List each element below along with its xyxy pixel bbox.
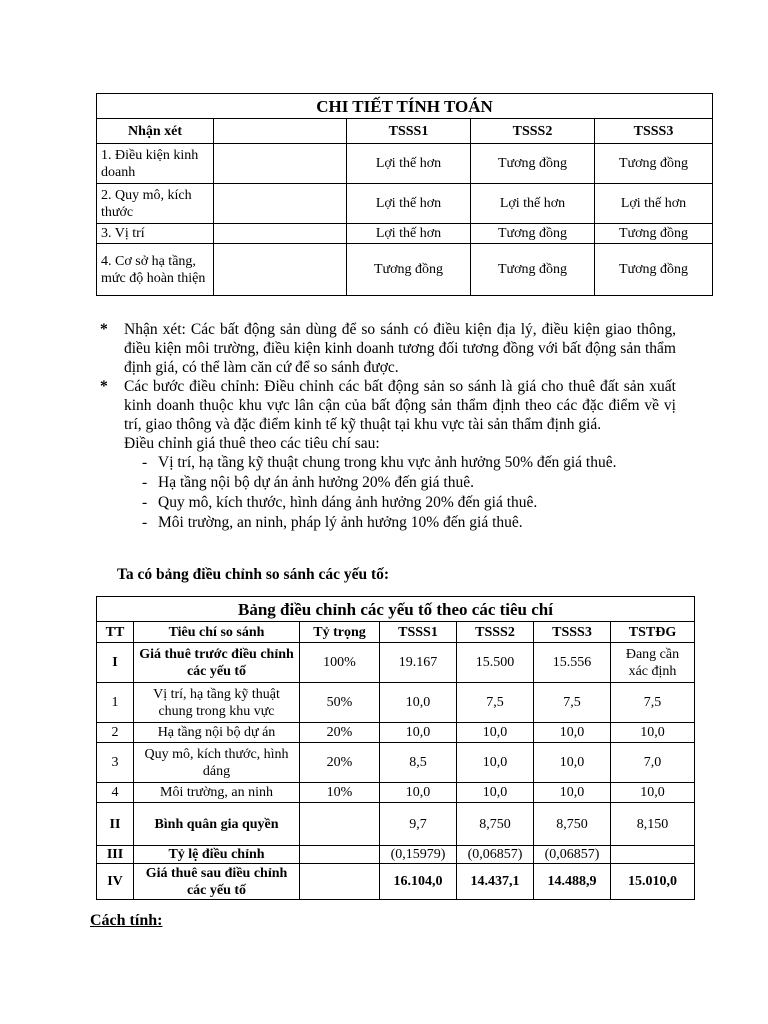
criteria-text: Vị trí, hạ tầng kỹ thuật chung trong khu vực ảnh hưởng 50% đến giá thuê. [158, 454, 617, 471]
tsss1-value: Tương đồng [347, 244, 471, 296]
row-tsss2: 8,750 [457, 803, 534, 846]
header-tsss3: TSSS3 [534, 622, 611, 643]
table-row [97, 683, 695, 723]
row-criteria: Hạ tầng nội bộ dự án [134, 723, 300, 743]
tsss3-value: Tương đồng [595, 224, 713, 244]
table-row [97, 864, 695, 900]
row-tsss2: (0,06857) [457, 846, 534, 864]
tsss1-value: Lợi thế hơn [347, 224, 471, 244]
tsss3-value: Lợi thế hơn [595, 184, 713, 224]
row-weight: 10% [300, 783, 380, 803]
header-criteria: Tiêu chí so sánh [134, 622, 300, 643]
row-tt: III [97, 846, 134, 864]
remark-note-text: Nhận xét: Các bất động sản dùng để so sánh có điều kiện địa lý, điều kiện giao thông, điều kiện môi trường, điều kiện kinh doanh tương đối tương đồng với bất động sản thẩm định giá, có thể làm căn cứ để so sánh được. [124, 321, 676, 376]
row-tsss2: 10,0 [457, 743, 534, 783]
row-weight: 20% [300, 743, 380, 783]
row-tt: II [97, 803, 134, 846]
header-tsss1: TSSS1 [380, 622, 457, 643]
tsss1-value: Lợi thế hơn [347, 144, 471, 184]
tsss2-value: Lợi thế hơn [471, 184, 595, 224]
row-criteria: Môi trường, an ninh [134, 783, 300, 803]
table1-header-tsss1: TSSS1 [347, 119, 471, 144]
row-criteria: Giá thuê trước điều chỉnh các yếu tố [134, 643, 300, 683]
row-tsss3: (0,06857) [534, 846, 611, 864]
table-row [97, 783, 695, 803]
row-label: 1. Điều kiện kinh doanh [97, 144, 214, 184]
table1-header-blank [214, 119, 347, 144]
row-weight: 20% [300, 723, 380, 743]
row-weight [300, 864, 380, 900]
row-weight: 100% [300, 643, 380, 683]
row-weight [300, 846, 380, 864]
list-item [96, 513, 676, 533]
row-criteria: Quy mô, kích thước, hình dáng [134, 743, 300, 783]
table2-title: Bảng điều chỉnh các yếu tố theo các tiêu chí [97, 597, 695, 622]
row-tsss2: 7,5 [457, 683, 534, 723]
header-weight: Tỷ trọng [300, 622, 380, 643]
adjustment-steps-text: Các bước điều chỉnh: Điều chỉnh các bất động sản so sánh là giá cho thuê đất sản xuất kinh doanh thuộc khu vực lân cận của bất động sản thẩm định theo các đặc điểm về vị trí, giao thông và đặc điểm kinh tế kỹ thuật tại khu vực tài sản thẩm định giá. [124, 378, 676, 433]
row-tsss3: 15.556 [534, 643, 611, 683]
criteria-text: Quy mô, kích thước, hình dáng ảnh hưởng 20% đến giá thuê. [158, 494, 538, 511]
tsss3-value: Tương đồng [595, 144, 713, 184]
row-tstdg: 7,5 [611, 683, 695, 723]
row-tt: 1 [97, 683, 134, 723]
row-tsss2: 14.437,1 [457, 864, 534, 900]
row-tsss3: 7,5 [534, 683, 611, 723]
tsss2-value: Tương đồng [471, 144, 595, 184]
adjustment-table-intro: Ta có bảng điều chỉnh so sánh các yếu tố: [117, 566, 390, 583]
row-criteria: Tỷ lệ điều chỉnh [134, 846, 300, 864]
notes-section [96, 320, 676, 533]
table1-header-remark: Nhận xét [97, 119, 214, 144]
remark-note [96, 320, 676, 377]
adjustment-steps-note [96, 377, 676, 434]
row-tsss3: 8,750 [534, 803, 611, 846]
calculation-method-heading: Cách tính: [90, 912, 163, 929]
tsss1-value: Lợi thế hơn [347, 184, 471, 224]
header-tstdg: TSTĐG [611, 622, 695, 643]
criteria-intro: Điều chỉnh giá thuê theo các tiêu chí sau: [124, 435, 380, 452]
row-tsss1: 16.104,0 [380, 864, 457, 900]
row-label: 2. Quy mô, kích thước [97, 184, 214, 224]
table-row [97, 743, 695, 783]
criteria-text: Môi trường, an ninh, pháp lý ảnh hưởng 10% đến giá thuê. [158, 514, 523, 531]
table-row [97, 184, 713, 224]
row-tsss3: 10,0 [534, 723, 611, 743]
row-tsss2: 15.500 [457, 643, 534, 683]
row-tt: IV [97, 864, 134, 900]
row-weight [300, 803, 380, 846]
row-tsss2: 10,0 [457, 783, 534, 803]
row-tstdg: Đang cần xác định [611, 643, 695, 683]
row-tt: 3 [97, 743, 134, 783]
dash-bullet: - [142, 454, 148, 471]
dash-bullet: - [142, 494, 148, 511]
row-weight: 50% [300, 683, 380, 723]
table1-header-tsss2: TSSS2 [471, 119, 595, 144]
table-row [97, 224, 713, 244]
row-tsss3: 10,0 [534, 743, 611, 783]
row-tsss1: 10,0 [380, 723, 457, 743]
row-label: 4. Cơ sở hạ tầng, mức độ hoàn thiện [97, 244, 214, 296]
row-tstdg: 10,0 [611, 723, 695, 743]
table-row [97, 643, 695, 683]
tsss3-value: Tương đồng [595, 244, 713, 296]
row-label: 3. Vị trí [97, 224, 214, 244]
row-tsss3: 10,0 [534, 783, 611, 803]
table1-title: CHI TIẾT TÍNH TOÁN [97, 94, 713, 119]
tsss2-value: Tương đồng [471, 224, 595, 244]
blank-cell [214, 184, 347, 224]
row-tstdg: 15.010,0 [611, 864, 695, 900]
table-row [97, 144, 713, 184]
criteria-text: Hạ tầng nội bộ dự án ảnh hưởng 20% đến giá thuê. [158, 474, 474, 491]
row-tsss1: 8,5 [380, 743, 457, 783]
list-item [96, 473, 676, 493]
table-row [97, 803, 695, 846]
row-tsss3: 14.488,9 [534, 864, 611, 900]
table-row [97, 846, 695, 864]
dash-bullet: - [142, 474, 148, 491]
adjustment-table [96, 596, 695, 900]
header-tt: TT [97, 622, 134, 643]
row-tsss1: 19.167 [380, 643, 457, 683]
row-tt: 4 [97, 783, 134, 803]
row-tsss1: 10,0 [380, 783, 457, 803]
row-tt: 2 [97, 723, 134, 743]
row-tsss2: 10,0 [457, 723, 534, 743]
bullet-asterisk: * [100, 378, 108, 395]
blank-cell [214, 244, 347, 296]
table1-header-tsss3: TSSS3 [595, 119, 713, 144]
bullet-asterisk: * [100, 321, 108, 338]
row-tstdg: 10,0 [611, 783, 695, 803]
table-row [97, 244, 713, 296]
row-criteria: Bình quân gia quyền [134, 803, 300, 846]
row-criteria: Giá thuê sau điều chỉnh các yếu tố [134, 864, 300, 900]
blank-cell [214, 224, 347, 244]
list-item [96, 493, 676, 513]
row-tsss1: (0,15979) [380, 846, 457, 864]
tsss2-value: Tương đồng [471, 244, 595, 296]
row-criteria: Vị trí, hạ tầng kỹ thuật chung trong khu vực [134, 683, 300, 723]
calculation-detail-table [96, 93, 713, 296]
row-tsss1: 9,7 [380, 803, 457, 846]
row-tt: I [97, 643, 134, 683]
row-tstdg [611, 846, 695, 864]
dash-bullet: - [142, 514, 148, 531]
row-tstdg: 8,150 [611, 803, 695, 846]
list-item [96, 453, 676, 473]
table-row [97, 723, 695, 743]
header-tsss2: TSSS2 [457, 622, 534, 643]
row-tstdg: 7,0 [611, 743, 695, 783]
blank-cell [214, 144, 347, 184]
row-tsss1: 10,0 [380, 683, 457, 723]
